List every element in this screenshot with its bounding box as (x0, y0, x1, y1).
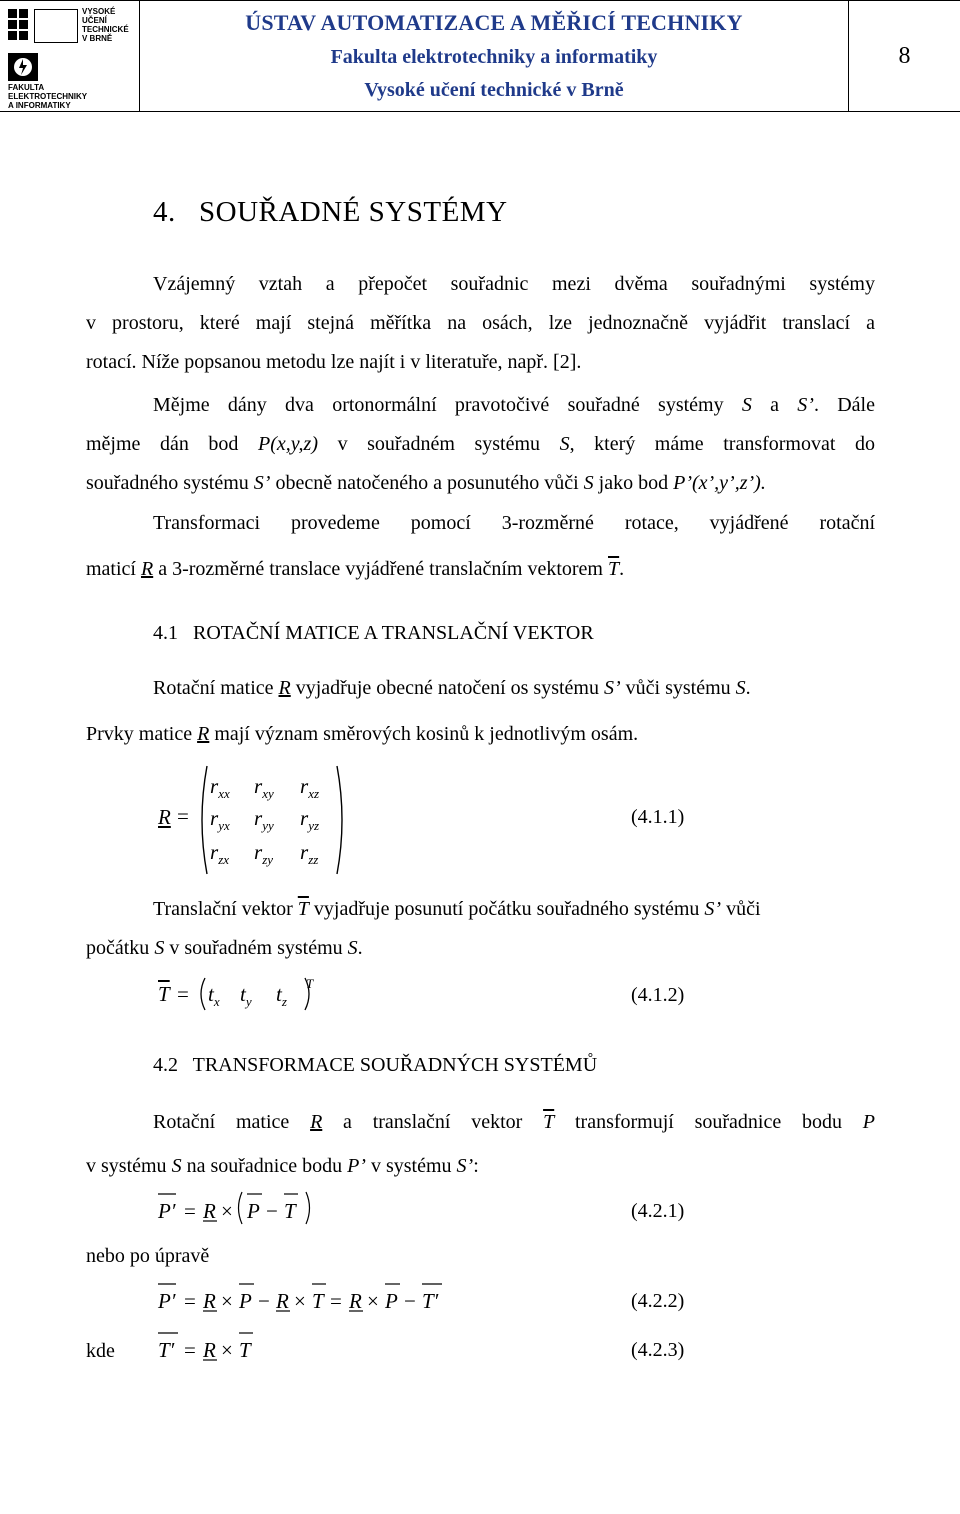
text-span: v systému (365, 1155, 457, 1177)
svg-text:=: = (330, 1289, 342, 1313)
matrix-subscript: xy (262, 786, 274, 801)
logo-line: V BRNĚ (82, 34, 113, 43)
logo-line: VYSOKÉ (82, 7, 116, 16)
section-4-1-line-3 (153, 897, 761, 921)
svg-text:R: R (349, 1289, 362, 1313)
page-header (0, 0, 960, 112)
svg-text:=: = (184, 1338, 196, 1362)
matrix-letter: r (210, 840, 219, 864)
symbol: R (140, 558, 154, 580)
text-span: . (745, 677, 751, 699)
symbol: P’ (347, 1155, 366, 1177)
logo-line: FAKULTA (8, 83, 45, 92)
page-number: 8 (848, 0, 960, 112)
text-span: obecně natočeného a posunutého vůči (270, 472, 584, 494)
symbol: R (310, 1111, 323, 1133)
symbol: S’ (603, 677, 621, 699)
matrix-letter: r (300, 774, 309, 798)
section-4-1-line-1 (153, 676, 751, 700)
vector-component (208, 982, 220, 1010)
text-span: v souřadném systému (318, 433, 560, 455)
equation-number: (4.1.2) (631, 984, 685, 1006)
text-span: Rotační matice (153, 677, 279, 699)
symbol: $\overline{T}$ (608, 558, 620, 580)
equation-number: (4.2.3) (631, 1339, 685, 1361)
eq-equals: = (177, 982, 189, 1006)
matrix-letter: r (210, 806, 219, 830)
text-span: mějme dán bod (86, 433, 259, 455)
equation-number: (4.2.1) (631, 1200, 685, 1222)
vector-subscript: z (281, 994, 287, 1009)
svg-text:×: × (367, 1289, 379, 1313)
transpose-superscript: T (306, 976, 314, 991)
symbol: $\overline{T}$ (297, 898, 309, 920)
vector-component (240, 982, 252, 1010)
svg-text:P: P (385, 1289, 398, 1313)
matrix-cell (300, 774, 319, 802)
svg-text:×: × (221, 1199, 233, 1223)
svg-text:T: T (239, 1338, 251, 1362)
equation-4-2-1-formula (150, 1186, 320, 1228)
text-span: a (751, 394, 798, 416)
symbol: S (171, 1155, 182, 1177)
symbol: R (197, 723, 210, 745)
matrix-cell (210, 774, 230, 802)
svg-text:=: = (184, 1289, 196, 1313)
svg-text:−: − (404, 1289, 416, 1313)
intro-line-2: v prostoru, které mají stejná měřítka na osách, lze jednoznačně vyjádřit translací a (86, 312, 875, 334)
text-span: . (619, 558, 625, 580)
text-span: maticí (86, 558, 141, 580)
matrix-subscript: yy (262, 818, 274, 833)
paragraph-3-line-1: Transformaci provedeme pomocí 3-rozměrné rotace, vyjádřené rotační (153, 512, 875, 534)
paragraph-2-line-3 (86, 471, 766, 495)
matrix-subscript: zz (308, 852, 319, 867)
symbol: P’(x’,y’,z’). (673, 472, 766, 494)
fekt-logo (8, 53, 128, 109)
paragraph-3-line-2 (86, 557, 624, 581)
text-span: počátku (86, 937, 155, 959)
text-span: mají význam směrových kosinů k jednotlivým osám. (209, 723, 639, 745)
text-span: transformují souřadnice bodu (554, 1111, 863, 1133)
matrix-subscript: xx (218, 786, 230, 801)
vector-letter: t (240, 982, 246, 1006)
faculty-name: Fakulta elektrotechniky a informatiky (330, 46, 658, 68)
symbol: S’ (253, 472, 271, 494)
section-4-1-line-4 (86, 936, 363, 960)
text-span: a 3-rozměrné translace vyjádřené translačním vektorem (153, 558, 608, 580)
matrix-letter: r (300, 840, 309, 864)
symbol: S (741, 394, 752, 416)
svg-text:T: T (284, 1199, 296, 1223)
text-span: a translační vektor (322, 1111, 544, 1133)
text-span: Prvky matice (86, 723, 198, 745)
svg-text:=: = (184, 1199, 196, 1223)
text-span: souřadného systému (86, 472, 254, 494)
svg-text:T′: T′ (422, 1289, 439, 1313)
matrix-cell (254, 840, 273, 868)
logo-line: ELEKTROTECHNIKY (8, 92, 88, 101)
header-titles (140, 0, 848, 112)
text-span: vyjadřuje posunutí počátku souřadného systému (308, 898, 705, 920)
matrix-letter: r (254, 840, 263, 864)
paragraph-2-line-2 (86, 432, 875, 456)
section-4-1-line-2 (86, 722, 638, 746)
university-logo (0, 0, 140, 112)
text-span: Mějme dány dva ortonormální pravotočivé souřadné systémy (153, 394, 742, 416)
vector-subscript: x (213, 994, 220, 1009)
section-4-2-line-1 (153, 1110, 875, 1134)
vut-logo (8, 7, 128, 47)
eq-equals: = (177, 804, 189, 828)
svg-text:R: R (203, 1289, 216, 1313)
chapter-heading: 4. SOUŘADNÉ SYSTÉMY (153, 196, 508, 228)
svg-text:T′: T′ (158, 1338, 175, 1362)
paragraph-2-line-1 (153, 393, 875, 417)
matrix-subscript: yx (218, 818, 230, 833)
matrix-letter: r (254, 774, 263, 798)
intro-line-1: Vzájemný vztah a přepočet souřadnic mezi dvěma souřadnými systémy (153, 273, 875, 295)
eq-lhs-R: R (158, 805, 171, 829)
matrix-subscript: xz (308, 786, 320, 801)
symbol: P(x,y,z) (258, 433, 318, 455)
symbol: R (278, 677, 291, 699)
matrix-cell (300, 806, 319, 834)
svg-text:×: × (221, 1338, 233, 1362)
svg-text:P: P (247, 1199, 260, 1223)
text-span: jako bod (593, 472, 674, 494)
equation-4-2-2-formula (150, 1276, 450, 1318)
text-span: : (473, 1155, 479, 1177)
svg-text:×: × (294, 1289, 306, 1313)
symbol: S’ (797, 394, 814, 416)
svg-text:P: P (239, 1289, 252, 1313)
matrix-cell (254, 774, 274, 802)
matrix-cell (254, 806, 274, 834)
text-span: v systému (86, 1155, 172, 1177)
matrix-letter: r (210, 774, 219, 798)
svg-text:R: R (203, 1199, 216, 1223)
svg-text:P′: P′ (158, 1199, 176, 1223)
kde-label: kde (86, 1340, 115, 1362)
text-span: , který máme transformovat do (569, 433, 875, 455)
vector-letter: t (276, 982, 282, 1006)
vector-component (276, 982, 287, 1010)
matrix-cell (210, 840, 229, 868)
university-name: Vysoké učení technické v Brně (364, 79, 624, 101)
fekt-emblem-icon (8, 53, 38, 81)
text-span: na souřadnice bodu (181, 1155, 348, 1177)
svg-text:−: − (258, 1289, 270, 1313)
symbol: S (735, 677, 746, 699)
intro-line-3: rotací. Níže popsanou metodu lze najít i v literatuře, např. [2]. (86, 351, 582, 373)
vector-subscript: y (245, 994, 252, 1009)
symbol: S (559, 433, 570, 455)
svg-text:R: R (276, 1289, 289, 1313)
text-span: vyjadřuje obecné natočení os systému (290, 677, 604, 699)
svg-text:T: T (312, 1289, 324, 1313)
vector-letter: t (208, 982, 214, 1006)
symbol: S’ (704, 898, 722, 920)
text-after-equation: nebo po úpravě (86, 1245, 210, 1267)
equation-number: (4.1.1) (631, 806, 685, 828)
matrix-subscript: zx (218, 852, 230, 867)
symbol: S (583, 472, 594, 494)
text-span: vůči (721, 898, 761, 920)
matrix-cell (300, 840, 318, 868)
section-4-2-line-2 (86, 1154, 479, 1178)
matrix-cell (210, 806, 230, 834)
symbol: S (347, 937, 358, 959)
symbol: S’ (456, 1155, 474, 1177)
section-4-2-heading: 4.2 TRANSFORMACE SOUŘADNÝCH SYSTÉMŮ (153, 1054, 598, 1076)
eq-lhs-T: $\overline{T}$ (158, 982, 170, 1006)
logo-line: A INFORMATIKY (8, 101, 71, 110)
text-span: v souřadném systému (164, 937, 348, 959)
matrix-subscript: zy (262, 852, 274, 867)
section-4-1-heading: 4.1 ROTAČNÍ MATICE A TRANSLAČNÍ VEKTOR (153, 622, 594, 644)
text-span: Translační vektor (153, 898, 298, 920)
text-span: vůči systému (620, 677, 736, 699)
equation-4-2-3-formula (150, 1325, 270, 1367)
svg-text:−: − (266, 1199, 278, 1223)
symbol: $\overline{T}$ (543, 1111, 555, 1133)
matrix-letter: r (254, 806, 263, 830)
matrix-letter: r (300, 806, 309, 830)
svg-text:P′: P′ (158, 1289, 176, 1313)
symbol: S (154, 937, 165, 959)
svg-text:R: R (203, 1338, 216, 1362)
matrix-subscript: yz (308, 818, 320, 833)
logo-line: TECHNICKÉ (82, 25, 129, 34)
text-span: . (357, 937, 363, 959)
equation-number: (4.2.2) (631, 1290, 685, 1312)
svg-text:×: × (221, 1289, 233, 1313)
institute-name: ÚSTAV AUTOMATIZACE A MĚŘICÍ TECHNIKY (245, 10, 743, 35)
logo-line: UČENÍ (82, 16, 107, 25)
symbol: P (862, 1111, 876, 1133)
text-span: Rotační matice (153, 1111, 311, 1133)
text-span: . Dále (813, 394, 875, 416)
